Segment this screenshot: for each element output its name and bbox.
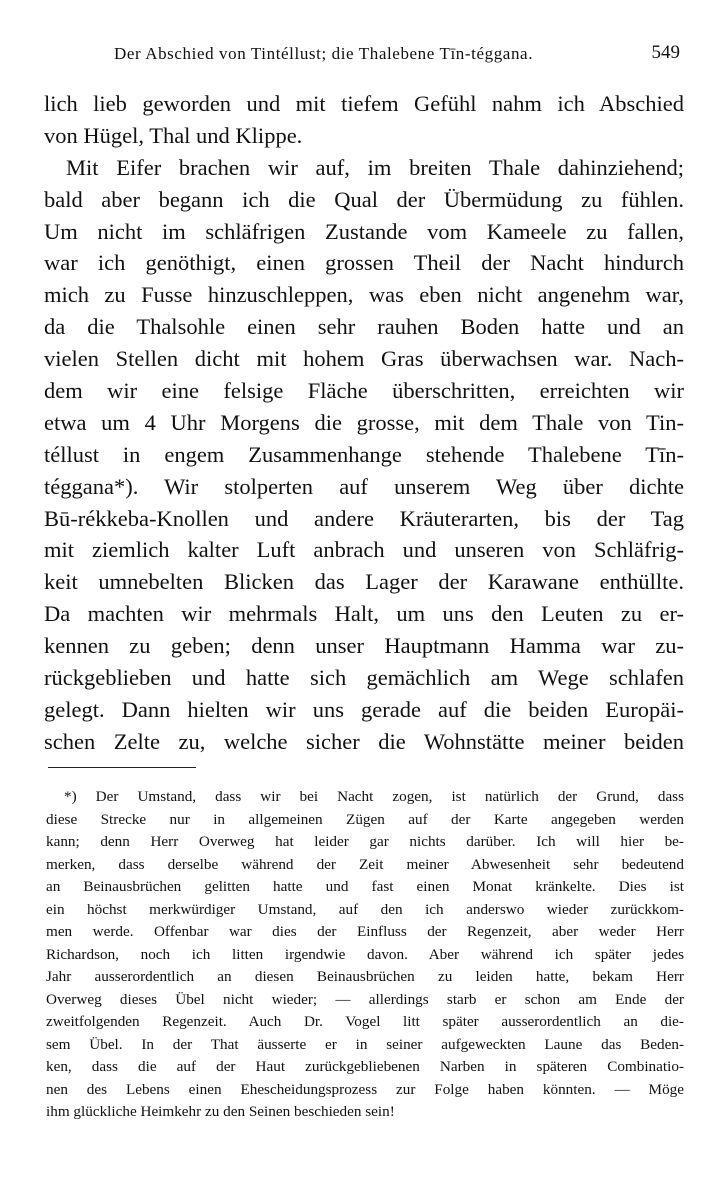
body-line: von Hügel, Thal und Klippe. [44,122,303,148]
body-line: vielen Stellen dicht mit hohem Gras überwachsen war. Nach- [44,346,684,372]
body-line: rückgeblieben und hatte sich gemächlich am Wege schlafen [44,665,684,691]
body-line: gelegt. Dann hielten wir uns gerade auf die beiden Europäi- [44,696,684,722]
footnote-line: diese Strecke nur in allgemeinen Zügen auf der Karte angegeben werden [46,810,684,828]
body-line: Da machten wir mehrmals Halt, um uns den Leuten zu er- [44,601,684,627]
body-line: schen Zelte zu, welche sicher die Wohnstätte meiner beiden [44,728,684,754]
footnote-divider [48,767,196,768]
body-line: bald aber begann ich die Qual der Übermüdung zu fühlen. [44,186,684,212]
footnote-line: kann; denn Herr Overweg hat leider gar nichts darüber. Ich will hier be- [46,833,684,850]
body-text [44,88,684,758]
footnote [46,786,684,1124]
footnote-line: an Beinausbrüchen gelitten hatte und fast einen Monat kränkelte. Dies ist [46,878,684,895]
footnote-line: men werde. Offenbar war dies der Einfluss der Regenzeit, aber weder Herr [46,923,684,940]
footnote-line: ihm glückliche Heimkehr zu den Seinen beschieden sein! [46,1103,395,1120]
footnote-line: zweitfolgenden Regenzeit. Auch Dr. Vogel litt später ausserordentlich an die- [46,1013,684,1030]
footnote-line: ein höchst merkwürdiger Umstand, auf den ich anderswo wieder zurückkom- [46,900,684,918]
footnote-line: merken, dass derselbe während der Zeit meiner Abwesenheit sehr bedeutend [46,855,684,873]
running-title: Der Abschied von Tintéllust; die Thalebene Tīn-téggana. [114,44,534,63]
body-line: keit umnebelten Blicken das Lager der Karawane enthüllte. [44,569,684,595]
body-line: Bū-rékkeba-Knollen und andere Kräuterarten, bis der Tag [44,505,684,531]
footnote-line: sem Übel. In der That äusserte er in seiner aufgeweckten Laune das Beden- [46,1035,684,1053]
body-line: Mit Eifer brachen wir auf, im breiten Thale dahinziehend; [66,154,684,180]
body-line: téllust in engem Zusammenhange stehende Thalebene Tīn- [44,441,684,467]
body-line: etwa um 4 Uhr Morgens die grosse, mit dem Thale von Tin- [44,409,684,435]
body-line: da die Thalsohle einen sehr rauhen Boden hatte und an [44,314,684,340]
page-header [44,40,684,70]
body-line: téggana*). Wir stolperten auf unserem Weg über dichte [44,473,684,499]
body-line: mit ziemlich kalter Luft anbrach und unseren von Schläfrig- [44,537,684,563]
body-line: dem wir eine felsige Fläche überschritten, erreichten wir [44,378,684,404]
body-line: kennen zu geben; denn unser Hauptmann Hamma war zu- [44,633,684,659]
footnote-line: Jahr ausserordentlich an diesen Beinausbrüchen zu leiden hatte, bekam Herr [46,968,684,985]
footnote-line: nen des Lebens einen Ehescheidungsprozess zur Folge haben könnten. — Möge [46,1080,684,1098]
body-line: Um nicht im schläfrigen Zustande vom Kameele zu fallen, [44,218,684,244]
footnote-line: ken, dass die auf der Haut zurückgebliebenen Narben in späteren Combinatio- [46,1058,684,1075]
body-line: mich zu Fusse hinzuschleppen, was eben nicht angenehm war, [44,282,684,308]
body-line: lich lieb geworden und mit tiefem Gefühl nahm ich Abschied [44,91,684,116]
footnote-line: *) Der Umstand, dass wir bei Nacht zogen, ist natürlich der Grund, dass [64,788,684,805]
footnote-line: Overweg dieses Übel nicht wieder; — allerdings starb er schon am Ende der [46,990,684,1008]
page-number: 549 [651,42,680,63]
body-line: war ich genöthigt, einen grossen Theil der Nacht hindurch [44,250,684,276]
footnote-line: Richardson, noch ich litten irgendwie davon. Aber während ich später jedes [46,945,684,963]
